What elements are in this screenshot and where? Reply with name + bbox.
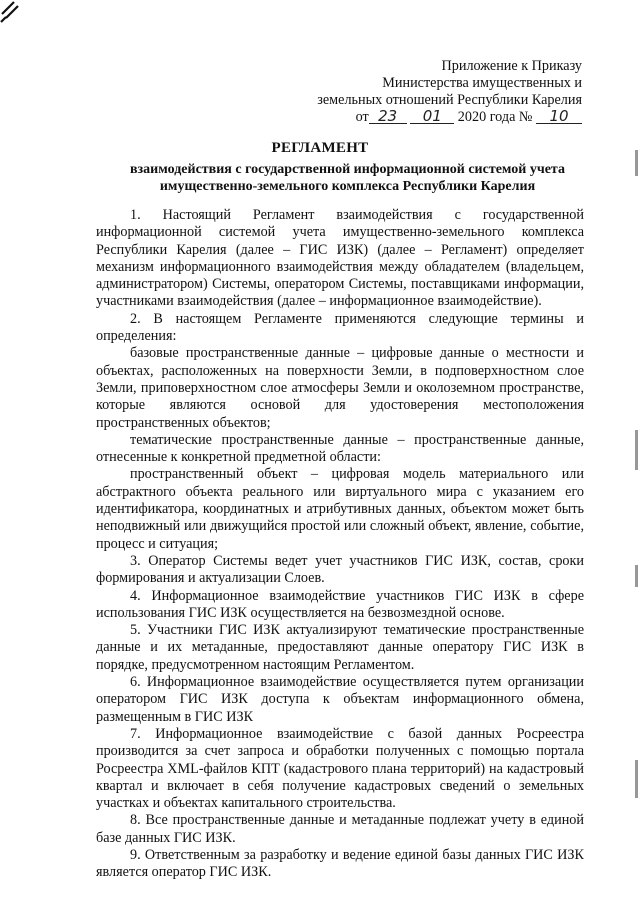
paragraph: 8. Все пространственные данные и метаданные подлежат учету в единой базе данных ГИС ИЗК. xyxy=(96,812,584,846)
appendix-line: Приложение к Приказу xyxy=(441,58,582,74)
paragraph: 9. Ответственным за разработку и ведение единой базы данных ГИС ИЗК является оператор ГИС ИЗК. xyxy=(96,846,584,881)
document-body xyxy=(96,207,584,882)
paragraph: тематические пространственные данные – пространственные данные, отнесенные к конкретной предметной области: xyxy=(96,431,584,466)
from-label: от xyxy=(355,109,369,125)
paragraph: базовые пространственные данные – цифровые данные о местности и объектах, расположенных на поверхности Земли, в подповерхностном слое Земли, приповерхностном слое атмосферы Земли и околоземном пространстве, которые являются основой для удостоверения местоположения пространственных объектов; xyxy=(96,345,584,431)
document-title: РЕГЛАМЕНТ xyxy=(271,140,369,156)
handwritten-month: 01 xyxy=(410,109,454,124)
paragraph: 2. В настоящем Регламенте применяются следующие термины и определения: xyxy=(96,310,584,345)
appendix-line: Министерства имущественных и xyxy=(382,75,582,91)
scan-edge-mark xyxy=(635,565,638,587)
document-subtitle: взаимодействия с государственной информационной системой учета имущественно-земельного комплекса Республики Карелия xyxy=(130,162,565,194)
handwritten-day: 23 xyxy=(369,109,407,124)
scan-edge-mark xyxy=(635,430,638,470)
paragraph: пространственный объект – цифровая модель материального или абстрактного объекта реального или виртуального мира с указанием его идентификатора, координатных и атрибутивных данных, объектом может быть неподвижный или движущийся простой или сложный объект, явление, событие, процесс и ситуация; xyxy=(96,466,584,552)
handwritten-number: 10 xyxy=(536,109,582,124)
order-date-number xyxy=(282,109,582,126)
paragraph: 7. Информационное взаимодействие с базой данных Росреестра производится за счет запроса и обработки полученных с помощью портала Росреестра XML-файлов КПТ (кадастрового плана территорий) на кадастровый квартал и включает в себя получение кадастровых сведений о земельных участках и объектах капитального строительства. xyxy=(96,725,584,812)
paragraph: 5. Участники ГИС ИЗК актуализируют тематические пространственные данные и их метаданные, предоставляют данные оператору ГИС ИЗК в порядке, предусмотренном настоящим Регламентом. xyxy=(96,622,584,673)
appendix-line: земельных отношений Республики Карелия xyxy=(317,92,582,108)
scan-edge-mark xyxy=(635,760,638,798)
staple-mark xyxy=(0,0,40,40)
paragraph: 3. Оператор Системы ведет учет участников ГИС ИЗК, состав, сроки формирования и актуализации Слоев. xyxy=(96,552,584,587)
paragraph: 4. Информационное взаимодействие участников ГИС ИЗК в сфере использования ГИС ИЗК осуществляется на безвозмездной основе. xyxy=(96,587,584,621)
paragraph: 6. Информационное взаимодействие осуществляется путем организации оператором ГИС ИЗК доступа к объектам информационного обмена, размещенным в ГИС ИЗК xyxy=(96,674,584,725)
paragraph: 1. Настоящий Регламент взаимодействия с государственной информационной системой учета имущественно-земельного комплекса Республики Карелия (далее – ГИС ИЗК) (далее – Регламент) определяет механизм информационного взаимодействия между обладателем (владельцем, администратором) Системы, оператором Системы, поставщиками информации, участниками взаимодействия (далее – информационное взаимодействие). xyxy=(96,207,584,310)
appendix-header xyxy=(282,58,582,126)
year-text: 2020 года № xyxy=(457,109,533,125)
